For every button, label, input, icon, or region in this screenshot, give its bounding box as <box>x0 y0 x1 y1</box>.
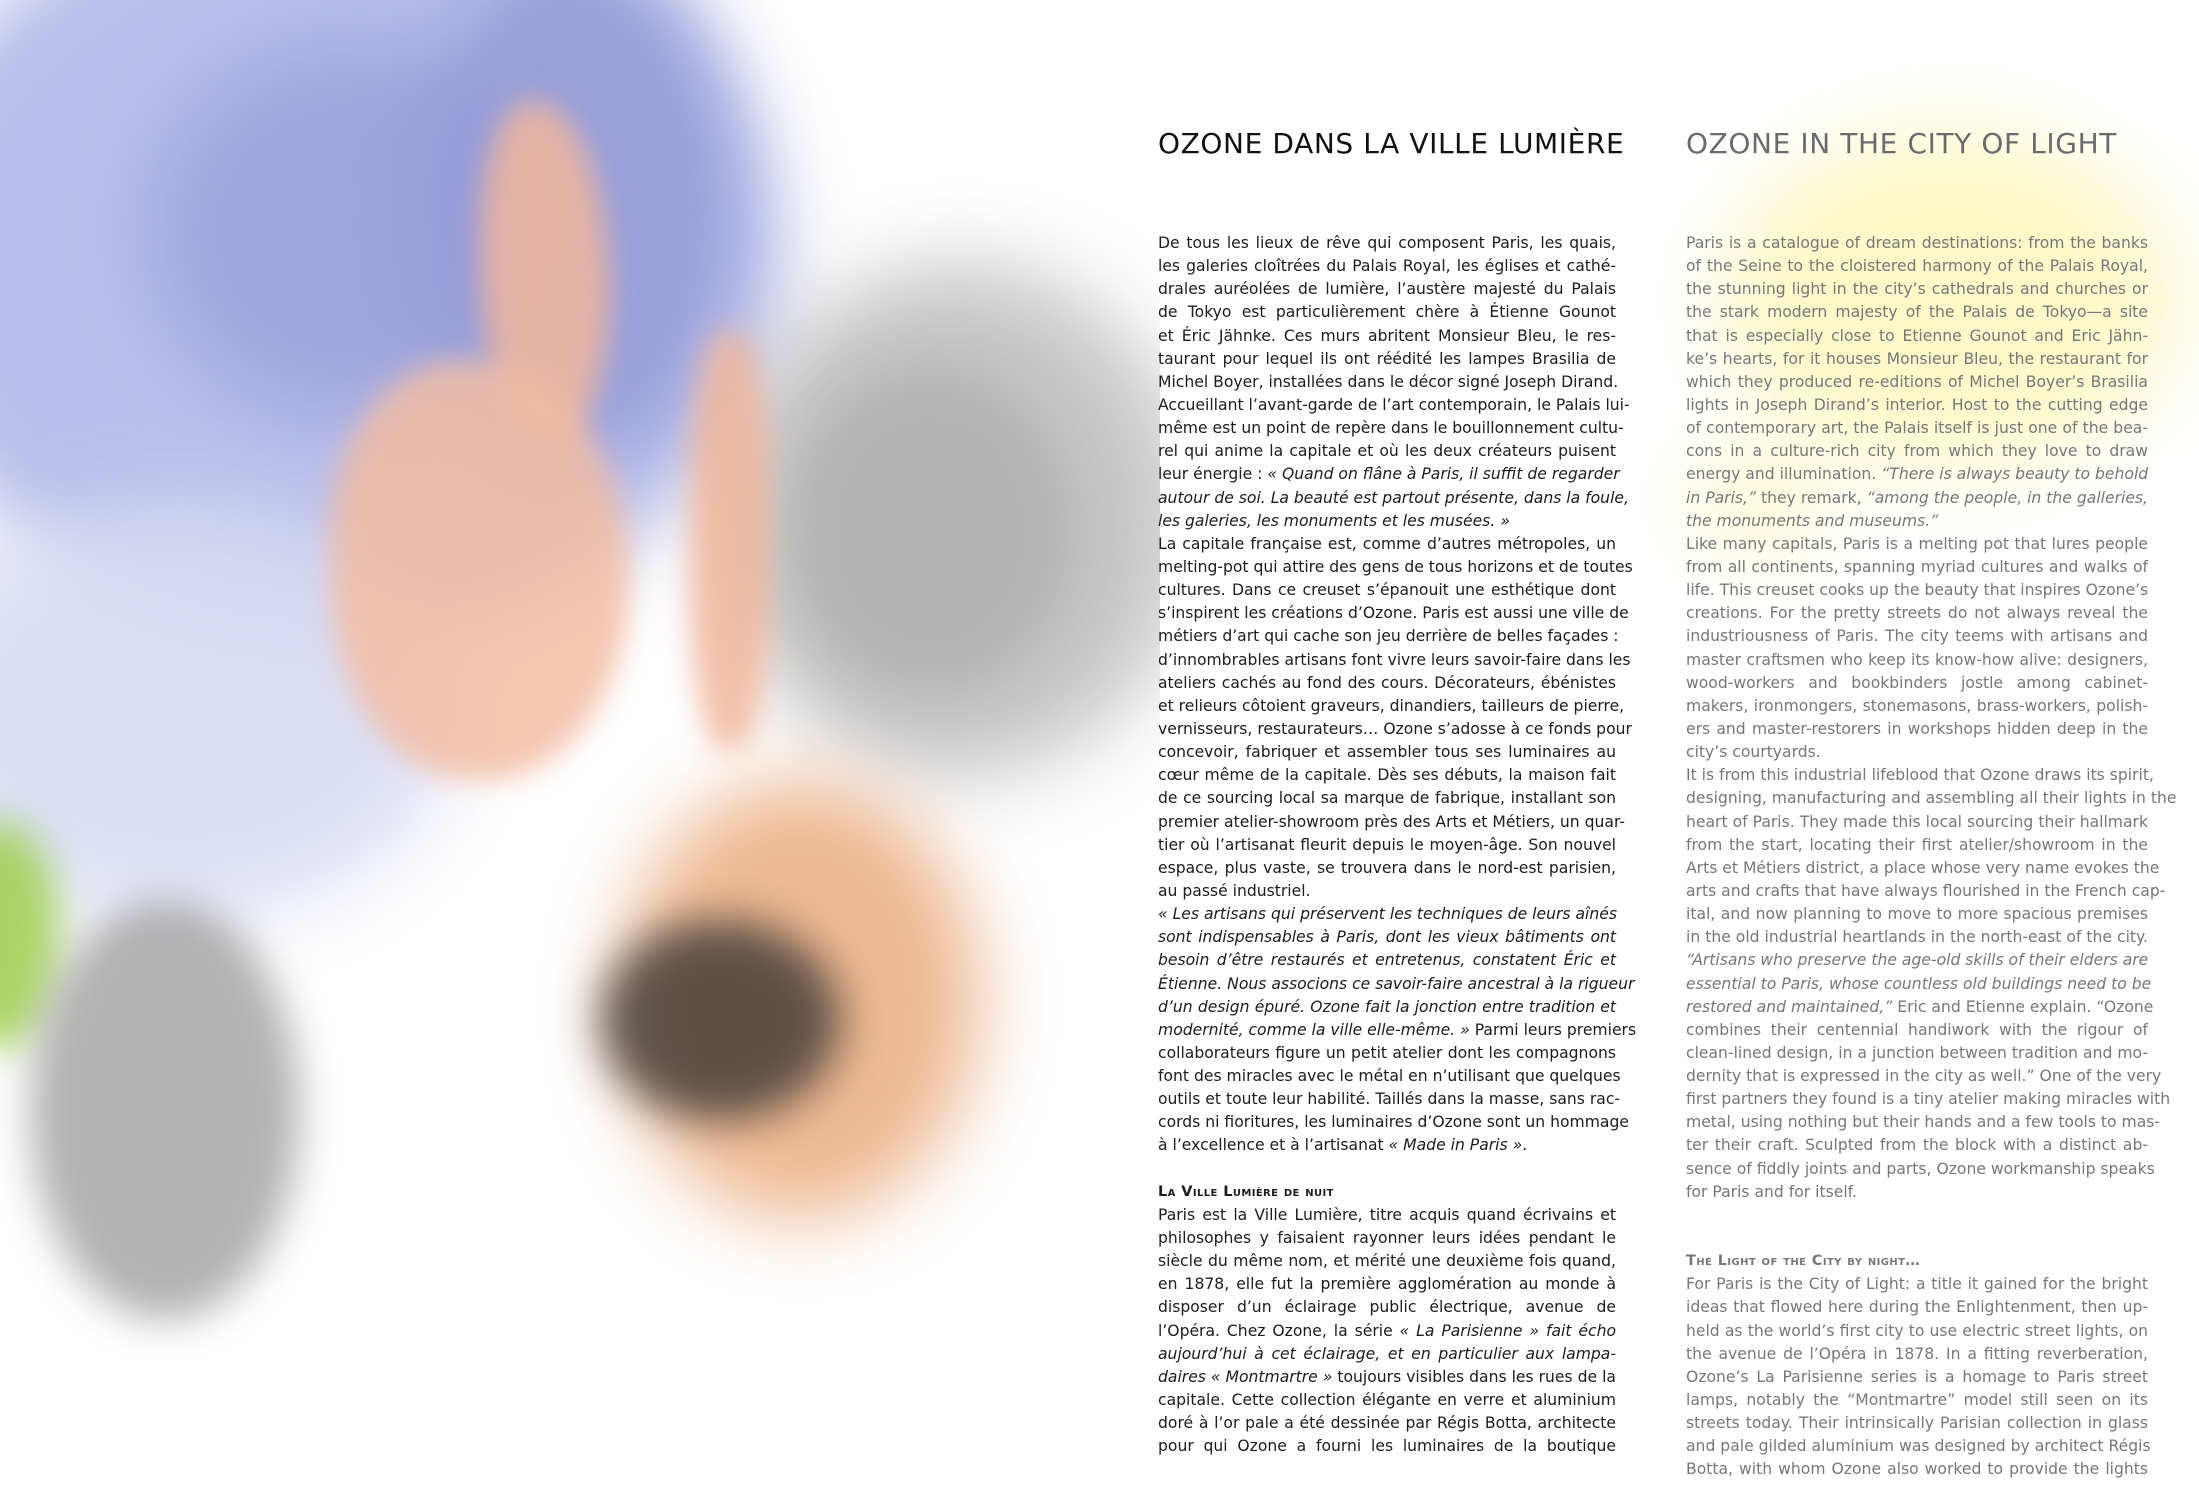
text-line: cons in a culture-rich city from which they love to draw <box>1686 442 2148 461</box>
text-line: premier atelier-showroom près des Arts et Métiers, un quar- <box>1158 812 1625 831</box>
text-line: même est un point de repère dans le bouillonnement cultu- <box>1158 419 1624 438</box>
text-line: the avenue de l’Opéra in 1878. In a fitting reverberation, <box>1686 1344 2148 1363</box>
text-line: Accueillant l’avant-garde de l’art contemporain, le Palais lui- <box>1158 395 1630 414</box>
text-line: cords ni fioritures, les luminaires d’Ozone sont un hommage <box>1158 1113 1629 1132</box>
text-line: arts and crafts that have always flourished in the French cap- <box>1686 881 2166 900</box>
text-line: city’s courtyards. <box>1686 743 1821 762</box>
text-line: ital, and now planning to move to more spacious premises <box>1686 905 2148 924</box>
text-line: ideas that flowed here during the Enlightenment, then up- <box>1686 1298 2148 1317</box>
text-line: Paris est la Ville Lumière, titre acquis quand écrivains et <box>1158 1205 1616 1224</box>
text-line: sence of fiddly joints and parts, Ozone workmanship speaks <box>1686 1159 2155 1178</box>
text-line: sont indispensables à Paris, dont les vieux bâtiments ont <box>1158 928 1616 947</box>
text-line: from the start, locating their first atelier/showroom in the <box>1686 835 2148 854</box>
text-line: essential to Paris, whose countless old buildings need to be <box>1686 974 2152 993</box>
text-line: drales auréolées de lumière, l’austère majesté du Palais <box>1158 280 1616 299</box>
text-line: creations. For the pretty streets do not always reveal the <box>1686 604 2148 623</box>
text-line: d’un design épuré. Ozone fait la jonction entre tradition et <box>1158 997 1616 1016</box>
text-line: disposer d’un éclairage public électrique, avenue de <box>1158 1298 1616 1317</box>
text-line: Ozone’s La Parisienne series is a homage to Paris street <box>1686 1367 2148 1386</box>
text-line: taurant pour lequel ils ont réédité les lampes Brasilia de <box>1158 349 1616 368</box>
french-body-night <box>1158 1204 1616 1459</box>
text-line: designing, manufacturing and assembling all their lights in the <box>1686 789 2177 808</box>
text-line: in the old industrial heartlands in the north-east of the city. <box>1686 928 2148 947</box>
text-line: pour qui Ozone a fourni les luminaires de la boutique <box>1158 1437 1616 1456</box>
text-line: les galeries cloîtrées du Palais Royal, les églises et cathé- <box>1158 257 1616 276</box>
text-line: outils et toute leur habilité. Taillés dans la masse, sans rac- <box>1158 1090 1621 1109</box>
grey-wash-dark <box>780 360 1080 700</box>
text-line: “Artisans who preserve the age-old skills of their elders are <box>1686 951 2149 970</box>
text-line: the stunning light in the city’s cathedrals and churches or <box>1686 280 2148 299</box>
text-line: « Les artisans qui préservent les techniques de leurs aînés <box>1158 905 1617 924</box>
text-line: first partners they found is a tiny atelier making miracles with <box>1686 1090 2171 1109</box>
english-body <box>1686 232 2177 1204</box>
text-line: It is from this industrial lifeblood that Ozone draws its spirit, <box>1686 766 2154 785</box>
text-line: doré à l’or pale a été dessinée par Régis Botta, architecte <box>1158 1414 1616 1433</box>
text-line: autour de soi. La beauté est partout présente, dans la foule, <box>1158 488 1629 507</box>
text-line: cultures. Dans ce creuset s’épanouit une esthétique dont <box>1158 581 1616 600</box>
text-line: De tous les lieux de rêve qui composent Paris, les quais, <box>1158 234 1616 252</box>
text-line: in Paris,” they remark, “among the people, in the galleries, <box>1686 488 2148 507</box>
text-line: metal, using nothing but their hands and a few tools to mas- <box>1686 1113 2161 1132</box>
text-line: the monuments and museums.” <box>1686 511 1939 530</box>
text-line: the stark modern majesty of the Palais de Tokyo—a site <box>1686 303 2148 322</box>
text-line: ers and master-restorers in workshops hidden deep in the <box>1686 719 2148 738</box>
french-column <box>1158 232 1637 1458</box>
text-line: font des miracles avec le métal en n’utilisant que quelques <box>1158 1067 1621 1086</box>
text-line: rel qui anime la capitale et où les deux créateurs puisent <box>1158 442 1616 461</box>
text-line: held as the world’s first city to use electric street lights, on <box>1686 1321 2148 1340</box>
text-line: streets today. Their intrinsically Parisian collection in glass <box>1686 1414 2148 1433</box>
text-line: life. This creuset cooks up the beauty that inspires Ozone’s <box>1686 581 2149 600</box>
text-line: concevoir, fabriquer et assembler tous ses luminaires au <box>1158 743 1616 762</box>
text-line: energy and illumination. “There is always beauty to behold <box>1686 465 2149 484</box>
text-line: métiers d’art qui cache son jeu derrière de belles façades : <box>1158 627 1619 646</box>
text-line: siècle du même nom, et mérité une deuxième fois quand, <box>1158 1252 1616 1271</box>
text-line: tier où l’artisanat fleurit depuis le moyen-âge. Son nouvel <box>1158 835 1616 854</box>
text-line: Like many capitals, Paris is a melting pot that lures people <box>1686 534 2148 553</box>
text-line: et relieurs côtoient graveurs, dinandiers, tailleurs de pierre, <box>1158 696 1625 715</box>
english-title: OZONE IN THE CITY OF LIGHT <box>1686 127 2117 160</box>
english-column <box>1686 232 2177 1482</box>
text-line: de Tokyo est particulièrement chère à Étienne Gounot <box>1158 303 1616 322</box>
french-subhead: La Ville Lumière de nuit <box>1158 1183 1334 1200</box>
text-line: wood-workers and bookbinders jostle among cabinet- <box>1686 673 2148 692</box>
text-line: and pale gilded aluminium was designed by architect Régis <box>1686 1437 2151 1456</box>
text-line: from all continents, spanning myriad cultures and walks of <box>1686 557 2148 576</box>
text-line: combines their centennial handiwork with the rigour of <box>1686 1020 2148 1039</box>
english-subhead: The Light of the City by night… <box>1686 1253 1921 1270</box>
text-line: heart of Paris. They made this local sourcing their hallmark <box>1686 812 2148 831</box>
paragraph-gap <box>1158 1158 1616 1181</box>
text-line: for Paris and for itself. <box>1686 1182 1857 1201</box>
text-line: de ce sourcing local sa marque de fabrique, installant son <box>1158 789 1616 808</box>
grey-figure <box>30 900 300 1320</box>
text-line: Arts et Métiers district, a place whose very name evokes the <box>1686 858 2160 877</box>
french-body <box>1158 232 1637 1158</box>
peach-marbling-3 <box>690 330 770 750</box>
text-line: cœur même de la capitale. Dès ses débuts, la maison fait <box>1158 766 1616 785</box>
text-line: les galeries, les monuments et les musées. » <box>1158 511 1510 530</box>
text-line: makers, ironmongers, stonemasons, brass-workers, polish- <box>1686 696 2148 715</box>
text-line: au passé industriel. <box>1158 881 1311 900</box>
text-line: master craftsmen who keep its know-how alive: designers, <box>1686 650 2148 669</box>
paragraph-gap <box>1686 1204 2148 1227</box>
text-line: s’inspirent les créations d’Ozone. Paris est aussi une ville de <box>1158 604 1629 623</box>
text-line: vernisseurs, restaurateurs… Ozone s’adosse à ce fonds pour <box>1158 719 1632 738</box>
text-line: à l’excellence et à l’artisanat « Made in Paris ». <box>1158 1136 1528 1155</box>
text-line: daires « Montmartre » toujours visibles dans les rues de la <box>1158 1367 1616 1386</box>
text-line: Étienne. Nous associons ce savoir-faire ancestral à la rigueur <box>1158 974 1635 993</box>
black-ink <box>600 920 840 1120</box>
text-line: that is especially close to Etienne Gounot and Eric Jähn- <box>1686 326 2148 345</box>
text-line: restored and maintained,” Eric and Etienne explain. “Ozone <box>1686 997 2154 1016</box>
french-title: OZONE DANS LA VILLE LUMIÈRE <box>1158 127 1625 160</box>
text-line: clean-lined design, in a junction between tradition and mo- <box>1686 1043 2148 1062</box>
text-line: leur énergie : « Quand on flâne à Paris, il suffit de regarder <box>1158 465 1620 484</box>
text-line: d’innombrables artisans font vivre leurs savoir-faire dans les <box>1158 650 1631 669</box>
text-line: ter their craft. Sculpted from the block with a distinct ab- <box>1686 1136 2148 1155</box>
text-line: La capitale française est, comme d’autres métropoles, un <box>1158 534 1616 553</box>
text-line: collaborateurs figure un petit atelier dont les compagnons <box>1158 1043 1616 1062</box>
english-body-night <box>1686 1273 2151 1481</box>
text-line: Botta, with whom Ozone also worked to provide the lights <box>1686 1460 2148 1479</box>
text-line: lights in Joseph Dirand’s interior. Host to the cutting edge <box>1686 395 2148 414</box>
text-line: Paris is a catalogue of dream destinations: from the banks <box>1686 234 2148 252</box>
text-line: aujourd’hui à cet éclairage, et en particulier aux lampa- <box>1158 1344 1616 1363</box>
text-line: l’Opéra. Chez Ozone, la série « La Parisienne » fait écho <box>1158 1321 1616 1340</box>
paragraph-gap <box>1686 1227 2148 1250</box>
text-line: For Paris is the City of Light: a title it gained for the bright <box>1686 1275 2148 1294</box>
text-line: philosophes y faisaient rayonner leurs idées pendant le <box>1158 1229 1616 1248</box>
text-line: en 1878, elle fut la première agglomération au monde à <box>1158 1275 1616 1294</box>
text-line: ke’s hearts, for it houses Monsieur Bleu, the restaurant for <box>1686 349 2148 368</box>
text-line: dernity that is expressed in the city as well.” One of the very <box>1686 1067 2162 1086</box>
text-line: ateliers cachés au fond des cours. Décorateurs, ébénistes <box>1158 673 1616 692</box>
text-line: of the Seine to the cloistered harmony of the Palais Royal, <box>1686 257 2148 276</box>
text-line: Michel Boyer, installées dans le décor signé Joseph Dirand. <box>1158 372 1619 391</box>
text-line: which they produced re-editions of Michel Boyer’s Brasilia <box>1686 372 2148 391</box>
text-line: et Éric Jähnke. Ces murs abritent Monsieur Bleu, le res- <box>1158 326 1616 345</box>
text-line: industriousness of Paris. The city teems with artisans and <box>1686 627 2148 646</box>
text-line: capitale. Cette collection élégante en verre et aluminium <box>1158 1391 1616 1410</box>
text-line: besoin d’être restaurés et entretenus, constatent Éric et <box>1158 951 1616 970</box>
text-line: lamps, notably the “Montmartre” model still seen on its <box>1686 1391 2148 1410</box>
text-line: espace, plus vaste, se trouvera dans le nord-est parisien, <box>1158 858 1616 877</box>
text-line: melting-pot qui attire des gens de tous horizons et de toutes <box>1158 557 1633 576</box>
text-line: modernité, comme la ville elle-même. » Parmi leurs premiers <box>1158 1020 1637 1039</box>
text-line: of contemporary art, the Palais itself is just one of the bea- <box>1686 419 2148 438</box>
